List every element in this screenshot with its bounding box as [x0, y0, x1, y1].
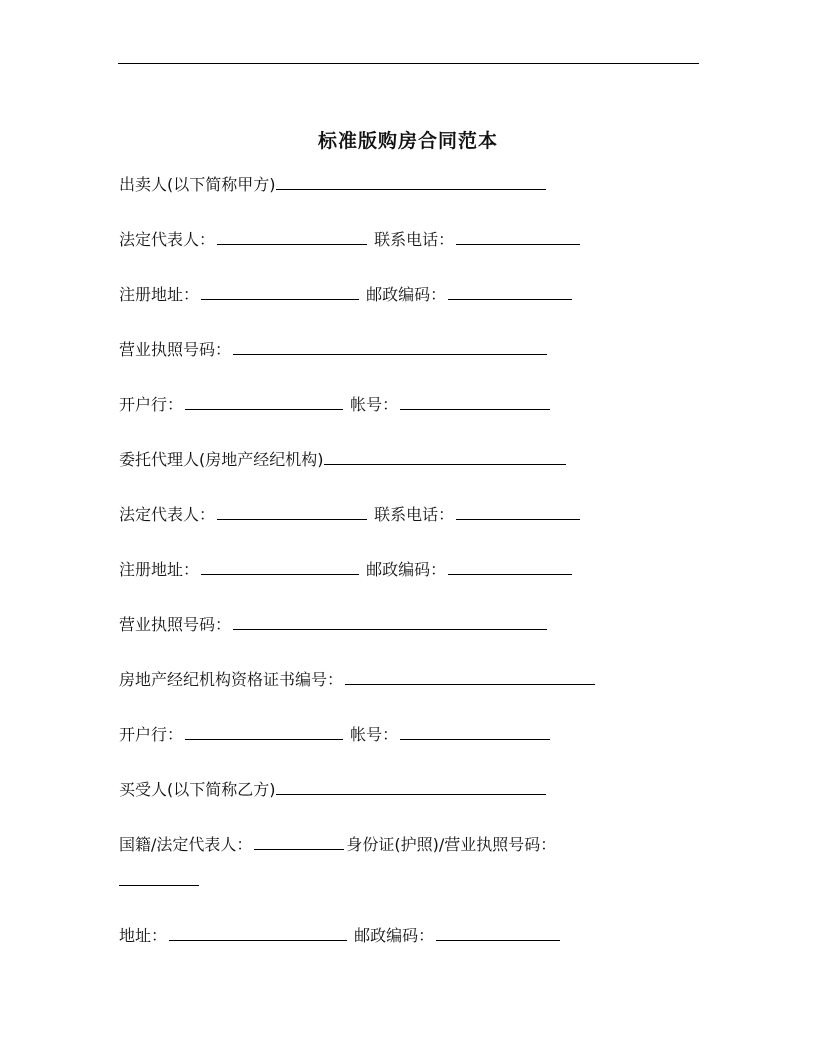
bank-label: 开户行：: [119, 725, 184, 744]
legal-rep-label: 法定代表人：: [119, 505, 216, 524]
bank-blank[interactable]: [185, 722, 343, 740]
seller-blank[interactable]: [276, 172, 546, 190]
legal-rep-label: 法定代表人：: [119, 230, 216, 249]
license-blank[interactable]: [233, 612, 547, 630]
seller-label: 出卖人(以下简称甲方): [119, 175, 276, 194]
id-number-blank[interactable]: [119, 868, 199, 886]
buyer-line: [119, 777, 546, 799]
license-label: 营业执照号码：: [119, 615, 232, 634]
account-label: 帐号：: [350, 725, 399, 744]
seller-license-line: [119, 337, 549, 359]
buyer-label: 买受人(以下简称乙方): [119, 780, 276, 799]
account-blank[interactable]: [400, 722, 550, 740]
license-blank[interactable]: [233, 337, 547, 355]
buyer-nationality-line: [119, 832, 556, 854]
legal-rep-blank[interactable]: [217, 227, 367, 245]
header-rule: [118, 63, 699, 64]
document-title: 标准版购房合同范本: [317, 130, 498, 152]
phone-blank[interactable]: [456, 502, 580, 520]
seller-bank-line: [119, 392, 552, 414]
phone-blank[interactable]: [456, 227, 580, 245]
agent-bank-line: [119, 722, 552, 744]
buyer-id-continuation-line: [119, 868, 199, 890]
address-blank[interactable]: [169, 923, 347, 941]
account-label: 帐号：: [350, 395, 399, 414]
address-label: 注册地址：: [119, 285, 200, 304]
buyer-blank[interactable]: [276, 777, 546, 795]
buyer-address-line: [119, 923, 562, 945]
address-blank[interactable]: [201, 282, 359, 300]
postcode-label: 邮政编码：: [366, 560, 447, 579]
address-label: 注册地址：: [119, 560, 200, 579]
address-label: 地址：: [119, 926, 168, 945]
phone-label: 联系电话：: [374, 230, 455, 249]
phone-label: 联系电话：: [374, 505, 455, 524]
seller-address-line: [119, 282, 574, 304]
nationality-label: 国籍/法定代表人：: [119, 835, 253, 854]
postcode-label: 邮政编码：: [366, 285, 447, 304]
nationality-blank[interactable]: [254, 832, 344, 850]
postcode-blank[interactable]: [448, 557, 572, 575]
license-label: 营业执照号码：: [119, 340, 232, 359]
agent-representative-line: [119, 502, 582, 524]
agent-certificate-line: [119, 667, 597, 689]
certificate-blank[interactable]: [345, 667, 595, 685]
postcode-blank[interactable]: [436, 923, 560, 941]
agent-line: [119, 447, 566, 469]
id-number-label: 身份证(护照)/营业执照号码：: [346, 835, 557, 854]
agent-address-line: [119, 557, 574, 579]
address-blank[interactable]: [201, 557, 359, 575]
postcode-label: 邮政编码：: [354, 926, 435, 945]
seller-line: [119, 172, 546, 194]
postcode-blank[interactable]: [448, 282, 572, 300]
seller-representative-line: [119, 227, 582, 249]
agent-blank[interactable]: [324, 447, 566, 465]
agent-label: 委托代理人(房地产经纪机构): [119, 450, 324, 469]
legal-rep-blank[interactable]: [217, 502, 367, 520]
bank-blank[interactable]: [185, 392, 343, 410]
bank-label: 开户行：: [119, 395, 184, 414]
account-blank[interactable]: [400, 392, 550, 410]
agent-license-line: [119, 612, 549, 634]
certificate-label: 房地产经纪机构资格证书编号：: [119, 670, 344, 689]
